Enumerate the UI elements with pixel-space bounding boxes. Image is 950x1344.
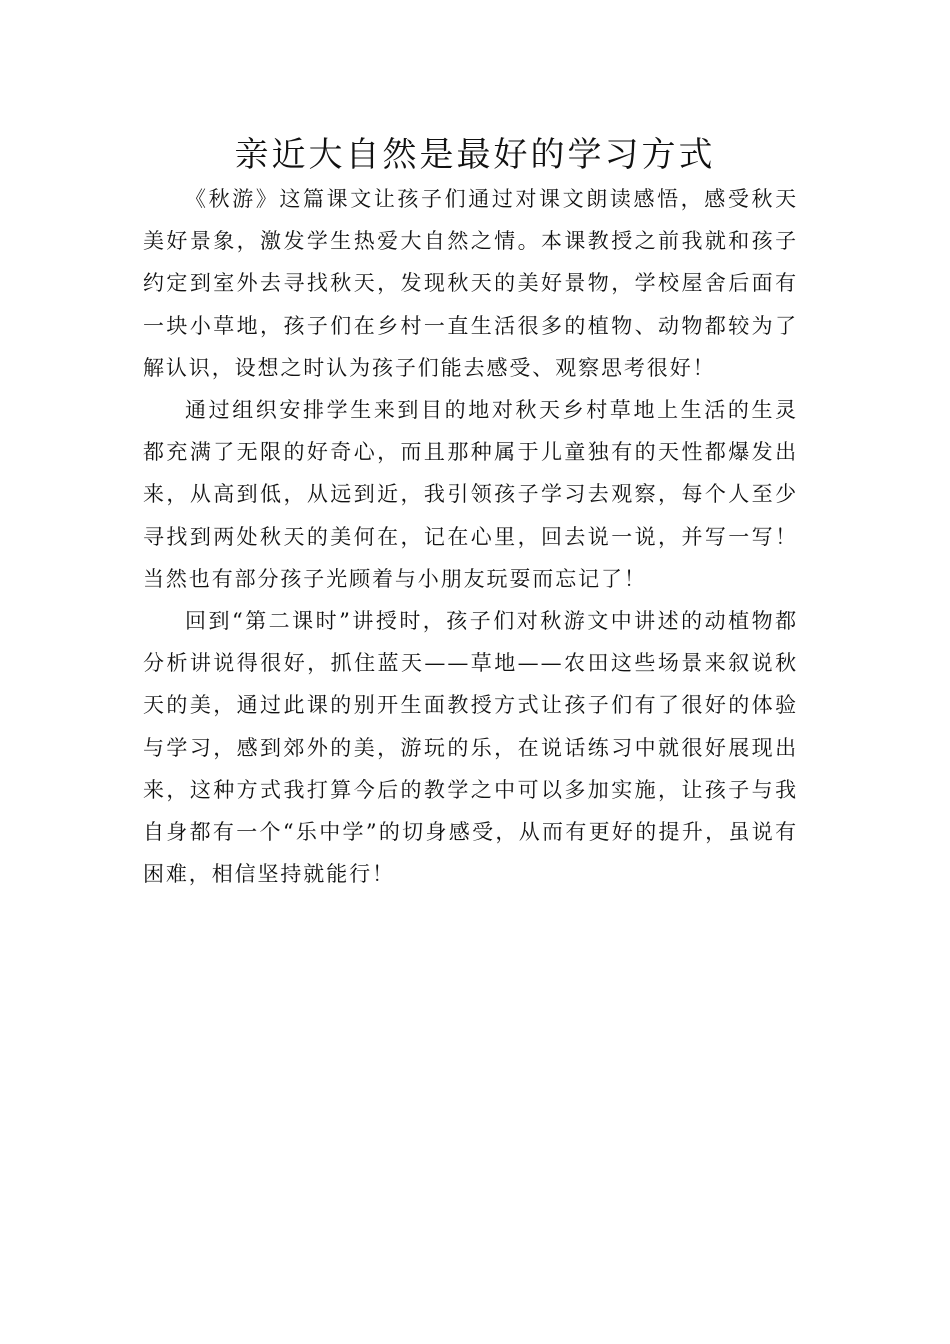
document-title: 亲近大自然是最好的学习方式	[234, 135, 716, 175]
document-body	[143, 178, 798, 895]
paragraph-3: 回到“第二课时”讲授时，孩子们对秋游文中讲述的动植物都分析讲说得很好，抓住蓝天——草地——农田这些场景来叙说秋天的美，通过此课的别开生面教授方式让孩子们有了很好的体验与学习，感到郊外的美，游玩的乐，在说话练习中就很好展现出来，这种方式我打算今后的教学之中可以多加实施，让孩子与我自身都有一个“乐中学”的切身感受，从而有更好的提升，虽说有困难，相信坚持就能行！	[143, 609, 798, 887]
paragraph-2: 通过组织安排学生来到目的地对秋天乡村草地上生活的生灵都充满了无限的好奇心，而且那种属于儿童独有的天性都爆发出来，从高到低，从远到近，我引领孩子学习去观察，每个人至少寻找到两处秋天的美何在，记在心里，回去说一说，并写一写！当然也有部分孩子光顾着与小朋友玩耍而忘记了！	[143, 398, 798, 591]
paragraph-1: 《秋游》这篇课文让孩子们通过对课文朗读感悟，感受秋天美好景象，激发学生热爱大自然之情。本课教授之前我就和孩子约定到室外去寻找秋天，发现秋天的美好景物，学校屋舍后面有一块小草地，孩子们在乡村一直生活很多的植物、动物都较为了解认识，设想之时认为孩子们能去感受、观察思考很好！	[143, 187, 798, 380]
